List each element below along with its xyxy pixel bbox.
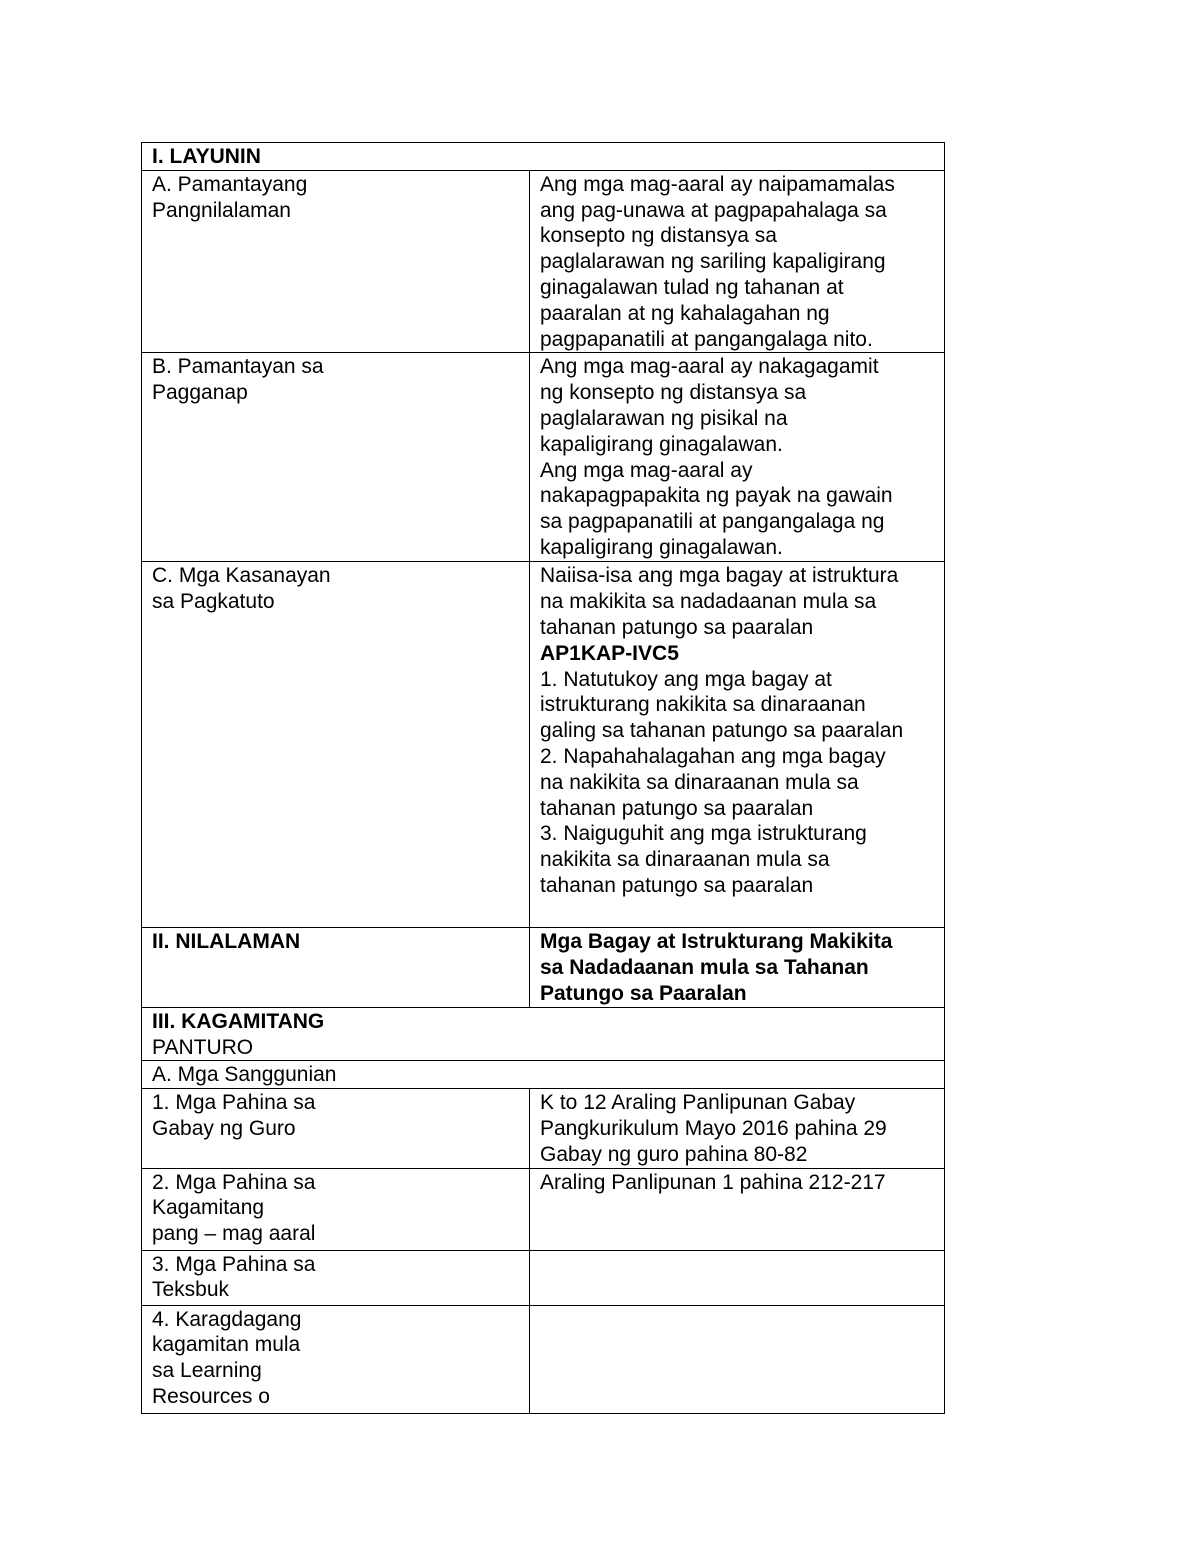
label-line: Teksbuk xyxy=(152,1278,230,1302)
label-line: 3. Mga Pahina sa xyxy=(152,1252,316,1276)
kasanayan-row xyxy=(142,562,945,928)
content-line: kapaligirang ginagalawan. xyxy=(540,535,783,559)
kagamitang-mag-aaral-content xyxy=(530,1168,945,1250)
content-line: Ang mga mag-aaral ay nakagagamit xyxy=(540,355,879,379)
kagamitan-subheading: PANTURO xyxy=(152,1035,254,1059)
label-line: 1. Mga Pahina sa xyxy=(152,1091,316,1115)
karagdagang-content xyxy=(530,1305,945,1413)
content-line: pagpapanatili at pangangalaga nito. xyxy=(540,327,873,351)
content-line: Patungo sa Paaralan xyxy=(540,981,747,1005)
objective-line: nakikita sa dinaraanan mula sa xyxy=(540,848,830,872)
gabay-guro-content xyxy=(530,1089,945,1168)
label-line: Resources o xyxy=(152,1384,270,1408)
content-line: Mga Bagay at Istrukturang Makikita xyxy=(540,930,893,954)
pamantayan-sa-pagganap-content xyxy=(530,353,945,562)
kagamitang-mag-aaral-label xyxy=(142,1168,530,1250)
kagamitan-heading-cell xyxy=(142,1007,945,1061)
competency-code: AP1KAP-IVC5 xyxy=(540,641,679,665)
layunin-heading: I. LAYUNIN xyxy=(152,145,261,168)
content-line: sa Nadadaanan mula sa Tahanan xyxy=(540,956,869,980)
pamantayang-pangnilalaman-label xyxy=(142,170,530,353)
content-line: tahanan patungo sa paaralan xyxy=(540,615,814,639)
pamantayan-sa-pagganap-row xyxy=(142,353,945,562)
content-line: Pangkurikulum Mayo 2016 pahina 29 xyxy=(540,1116,887,1140)
nilalaman-content xyxy=(530,928,945,1007)
label-line: Kagamitang xyxy=(152,1196,265,1220)
karagdagang-row xyxy=(142,1305,945,1413)
content-line: Ang mga mag-aaral ay naipamamalas xyxy=(540,172,895,196)
teksbuk-content xyxy=(530,1250,945,1305)
kasanayan-label xyxy=(142,562,530,928)
label-line: A. Pamantayang xyxy=(152,172,308,196)
content-line: paaralan at ng kahalagahan ng xyxy=(540,301,830,325)
label-line: pang – mag aaral xyxy=(152,1222,316,1246)
kasanayan-content xyxy=(530,562,945,928)
label-line: Gabay ng Guro xyxy=(152,1116,296,1140)
content-line: ng konsepto ng distansya sa xyxy=(540,381,807,405)
objective-line: 1. Natutukoy ang mga bagay at xyxy=(540,667,832,691)
kagamitang-mag-aaral-row xyxy=(142,1168,945,1250)
sanggunian-cell xyxy=(142,1061,945,1089)
gabay-guro-label xyxy=(142,1089,530,1168)
teksbuk-row xyxy=(142,1250,945,1305)
objective-line: 2. Napahahalagahan ang mga bagay xyxy=(540,744,886,768)
objective-line: istrukturang nakikita sa dinaraanan xyxy=(540,693,866,717)
content-line: K to 12 Araling Panlipunan Gabay xyxy=(540,1091,856,1115)
content-line: ang pag-unawa at pagpapahalaga sa xyxy=(540,198,887,222)
content-line: paglalarawan ng pisikal na xyxy=(540,406,788,430)
content-line: kapaligirang ginagalawan. xyxy=(540,432,783,456)
label-line: Pagganap xyxy=(152,381,248,405)
pamantayang-pangnilalaman-content xyxy=(530,170,945,353)
content-line: Gabay ng guro pahina 80-82 xyxy=(540,1142,808,1166)
content-line: na makikita sa nadadaanan mula sa xyxy=(540,590,877,614)
nilalaman-label xyxy=(142,928,530,1007)
pamantayan-sa-pagganap-label xyxy=(142,353,530,562)
pamantayang-pangnilalaman-row xyxy=(142,170,945,353)
label-line: C. Mga Kasanayan xyxy=(152,564,331,588)
gabay-guro-row xyxy=(142,1089,945,1168)
label-line: kagamitan mula xyxy=(152,1333,301,1357)
nilalaman-row xyxy=(142,928,945,1007)
label-line: sa Pagkatuto xyxy=(152,590,275,614)
label-line: 2. Mga Pahina sa xyxy=(152,1170,316,1194)
kagamitan-row xyxy=(142,1007,945,1061)
content-line: Ang mga mag-aaral ay xyxy=(540,458,753,482)
content-line: nakapagpapakita ng payak na gawain xyxy=(540,484,893,508)
content-line: paglalarawan ng sariling kapaligirang xyxy=(540,250,886,274)
nilalaman-heading: II. NILALAMAN xyxy=(152,930,301,954)
content-line: ginagalawan tulad ng tahanan at xyxy=(540,275,844,299)
objective-line: na nakikita sa dinaraanan mula sa xyxy=(540,770,859,794)
objective-line: tahanan patungo sa paaralan xyxy=(540,873,814,897)
lesson-plan-table xyxy=(141,142,945,1414)
label-line: sa Learning xyxy=(152,1359,262,1383)
content-line: Naiisa-isa ang mga bagay at istruktura xyxy=(540,564,899,588)
label-line: B. Pamantayan sa xyxy=(152,355,324,379)
content-line: sa pagpapanatili at pangangalaga ng xyxy=(540,510,885,534)
content-line: konsepto ng distansya sa xyxy=(540,224,777,248)
layunin-heading-cell xyxy=(142,143,945,171)
objective-line: galing sa tahanan patungo sa paaralan xyxy=(540,719,904,743)
teksbuk-label xyxy=(142,1250,530,1305)
objective-line: 3. Naiguguhit ang mga istrukturang xyxy=(540,822,867,846)
layunin-row xyxy=(142,143,945,171)
objective-line: tahanan patungo sa paaralan xyxy=(540,796,814,820)
sanggunian-label: A. Mga Sanggunian xyxy=(152,1063,337,1087)
sanggunian-row xyxy=(142,1061,945,1089)
content-line: Araling Panlipunan 1 pahina 212-217 xyxy=(540,1170,886,1194)
label-line: Pangnilalaman xyxy=(152,198,291,222)
karagdagang-label xyxy=(142,1305,530,1413)
label-line: 4. Karagdagang xyxy=(152,1307,302,1331)
kagamitan-heading: III. KAGAMITANG xyxy=(152,1009,325,1033)
